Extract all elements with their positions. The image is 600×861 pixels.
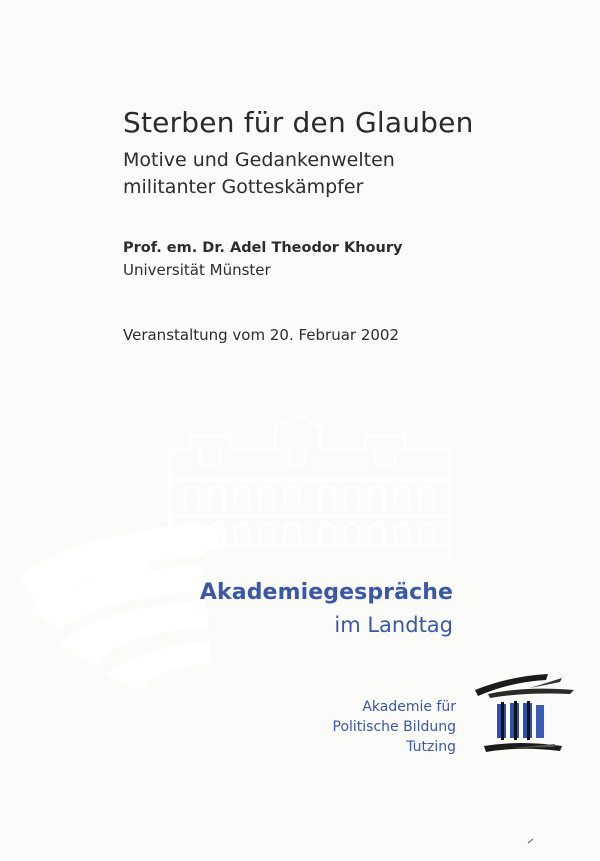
publisher-block: [333, 697, 457, 757]
document-title: Sterben für den Glauben: [123, 106, 474, 139]
publisher-line-3: Tutzing: [406, 739, 456, 755]
series-title-line-2: im Landtag: [334, 613, 453, 637]
landtag-building-watermark-icon: [0, 405, 470, 705]
document-subtitle: [123, 147, 395, 201]
publisher-line-2: Politische Bildung: [332, 719, 456, 735]
publisher-line-1: Akademie für: [362, 699, 456, 715]
author-block: [123, 237, 402, 281]
print-speck-icon: [527, 838, 535, 844]
academy-columns-logo-icon: [470, 668, 580, 758]
series-title: [200, 577, 453, 641]
author-affiliation: Universität Münster: [123, 261, 271, 279]
author-name: Prof. em. Dr. Adel Theodor Khoury: [123, 240, 403, 256]
subtitle-line-1: Motive und Gedankenwelten: [123, 149, 395, 171]
subtitle-line-2: militanter Gotteskämpfer: [123, 176, 364, 198]
series-title-line-1: Akademiegespräche: [199, 580, 453, 605]
event-date: Veranstaltung vom 20. Februar 2002: [123, 326, 400, 344]
